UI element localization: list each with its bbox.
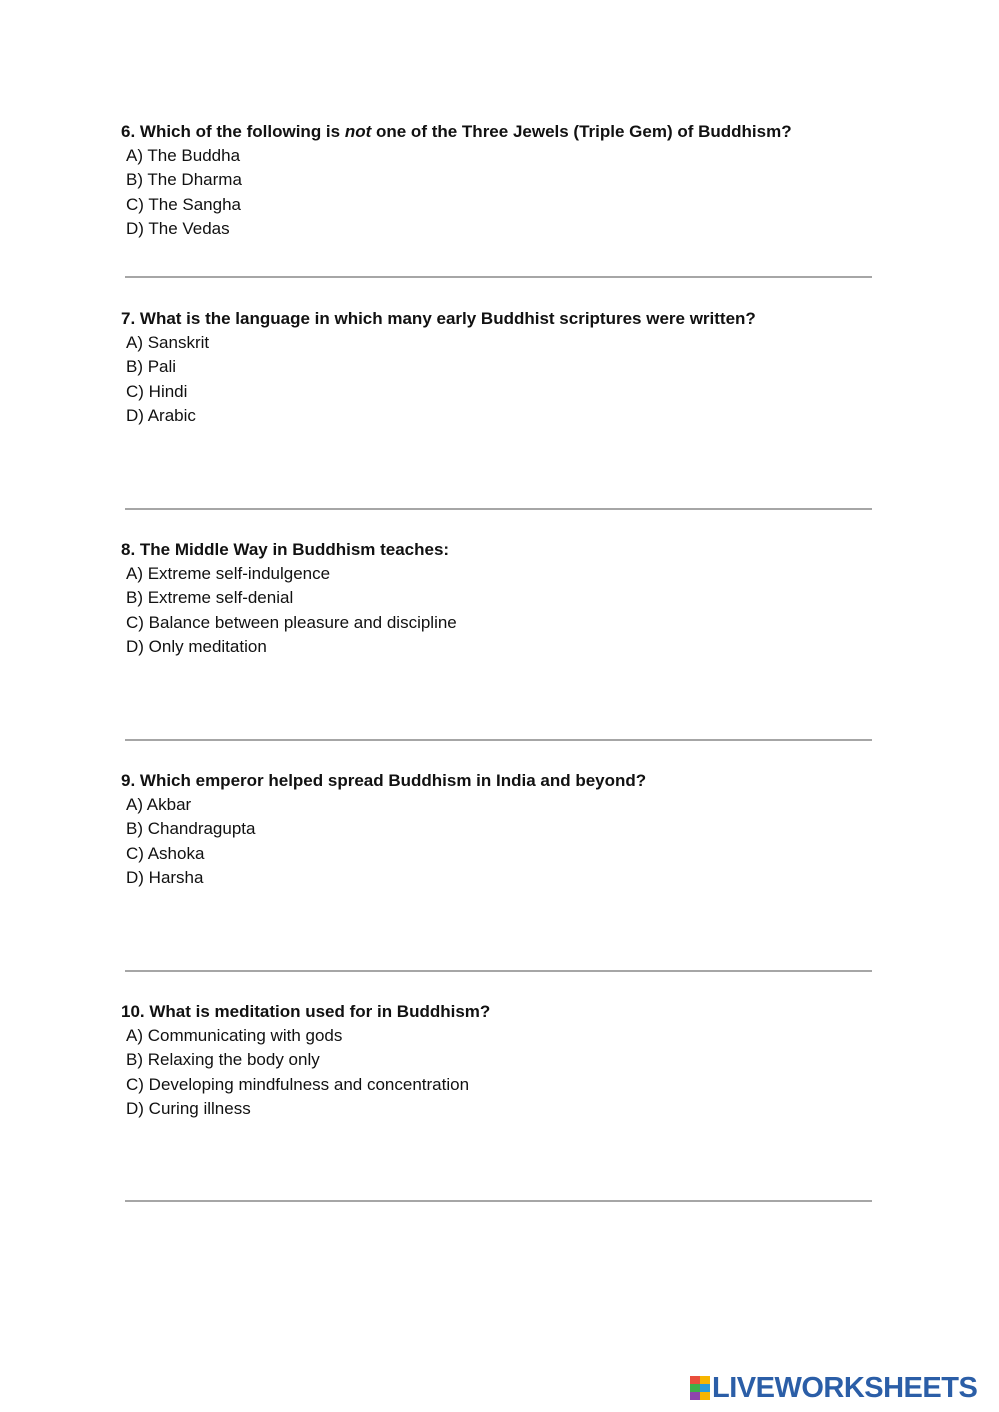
question-8-option-b: B) Extreme self-denial <box>126 588 294 608</box>
question-10-title: 10. What is meditation used for in Buddhism? <box>121 1002 491 1021</box>
logo-block <box>700 1376 710 1384</box>
question-10-option-d: D) Curing illness <box>126 1099 251 1119</box>
question-7-option-d: D) Arabic <box>126 406 196 426</box>
question-6 <box>121 120 881 242</box>
question-6-option-a: A) The Buddha <box>126 146 241 165</box>
question-7-option-c: C) Hindi <box>126 381 188 401</box>
divider <box>125 276 872 278</box>
divider <box>125 508 872 510</box>
question-9-option-b: B) Chandragupta <box>126 819 256 839</box>
divider <box>125 1200 872 1202</box>
question-9-option-a: A) Akbar <box>126 795 192 814</box>
question-6-title-post: one of the Three Jewels (Triple Gem) of Buddhism? <box>371 122 792 141</box>
question-10-option-b: B) Relaxing the body only <box>126 1050 320 1070</box>
question-6-option-c: C) The Sangha <box>126 194 241 214</box>
question-8-title: 8. The Middle Way in Buddhism teaches: <box>121 540 450 559</box>
question-7-title: 7. What is the language in which many early Buddhist scriptures were written? <box>121 309 756 328</box>
logo-block <box>700 1384 710 1392</box>
liveworksheets-logo-text: LIVEWORKSHEETS <box>712 1372 978 1404</box>
question-8-option-d: D) Only meditation <box>126 637 267 657</box>
question-10-option-a: A) Communicating with gods <box>126 1026 343 1045</box>
question-9-option-d: D) Harsha <box>126 868 204 888</box>
logo-block <box>690 1376 700 1384</box>
question-7 <box>121 307 881 429</box>
question-6-title-pre: 6. Which of the following is <box>121 122 345 141</box>
question-8-option-a: A) Extreme self-indulgence <box>126 564 331 583</box>
question-10 <box>121 1000 881 1122</box>
question-9-title: 9. Which emperor helped spread Buddhism in India and beyond? <box>121 771 647 790</box>
liveworksheets-logo-icon <box>690 1376 710 1400</box>
logo-block <box>690 1392 700 1400</box>
question-7-option-b: B) Pali <box>126 357 177 377</box>
logo-block <box>690 1384 700 1392</box>
divider <box>125 739 872 741</box>
question-10-option-c: C) Developing mindfulness and concentration <box>126 1074 470 1094</box>
question-8 <box>121 538 881 660</box>
divider <box>125 970 872 972</box>
logo-block <box>700 1392 710 1400</box>
question-6-option-b: B) The Dharma <box>126 170 242 190</box>
question-6-title <box>121 120 881 144</box>
question-6-option-d: D) The Vedas <box>126 219 230 239</box>
question-9-option-c: C) Ashoka <box>126 843 205 863</box>
question-9 <box>121 769 881 891</box>
question-7-option-a: A) Sanskrit <box>126 333 210 352</box>
question-8-option-c: C) Balance between pleasure and discipline <box>126 612 457 632</box>
question-6-title-emphasis: not <box>344 122 372 141</box>
liveworksheets-logo <box>690 1372 977 1404</box>
